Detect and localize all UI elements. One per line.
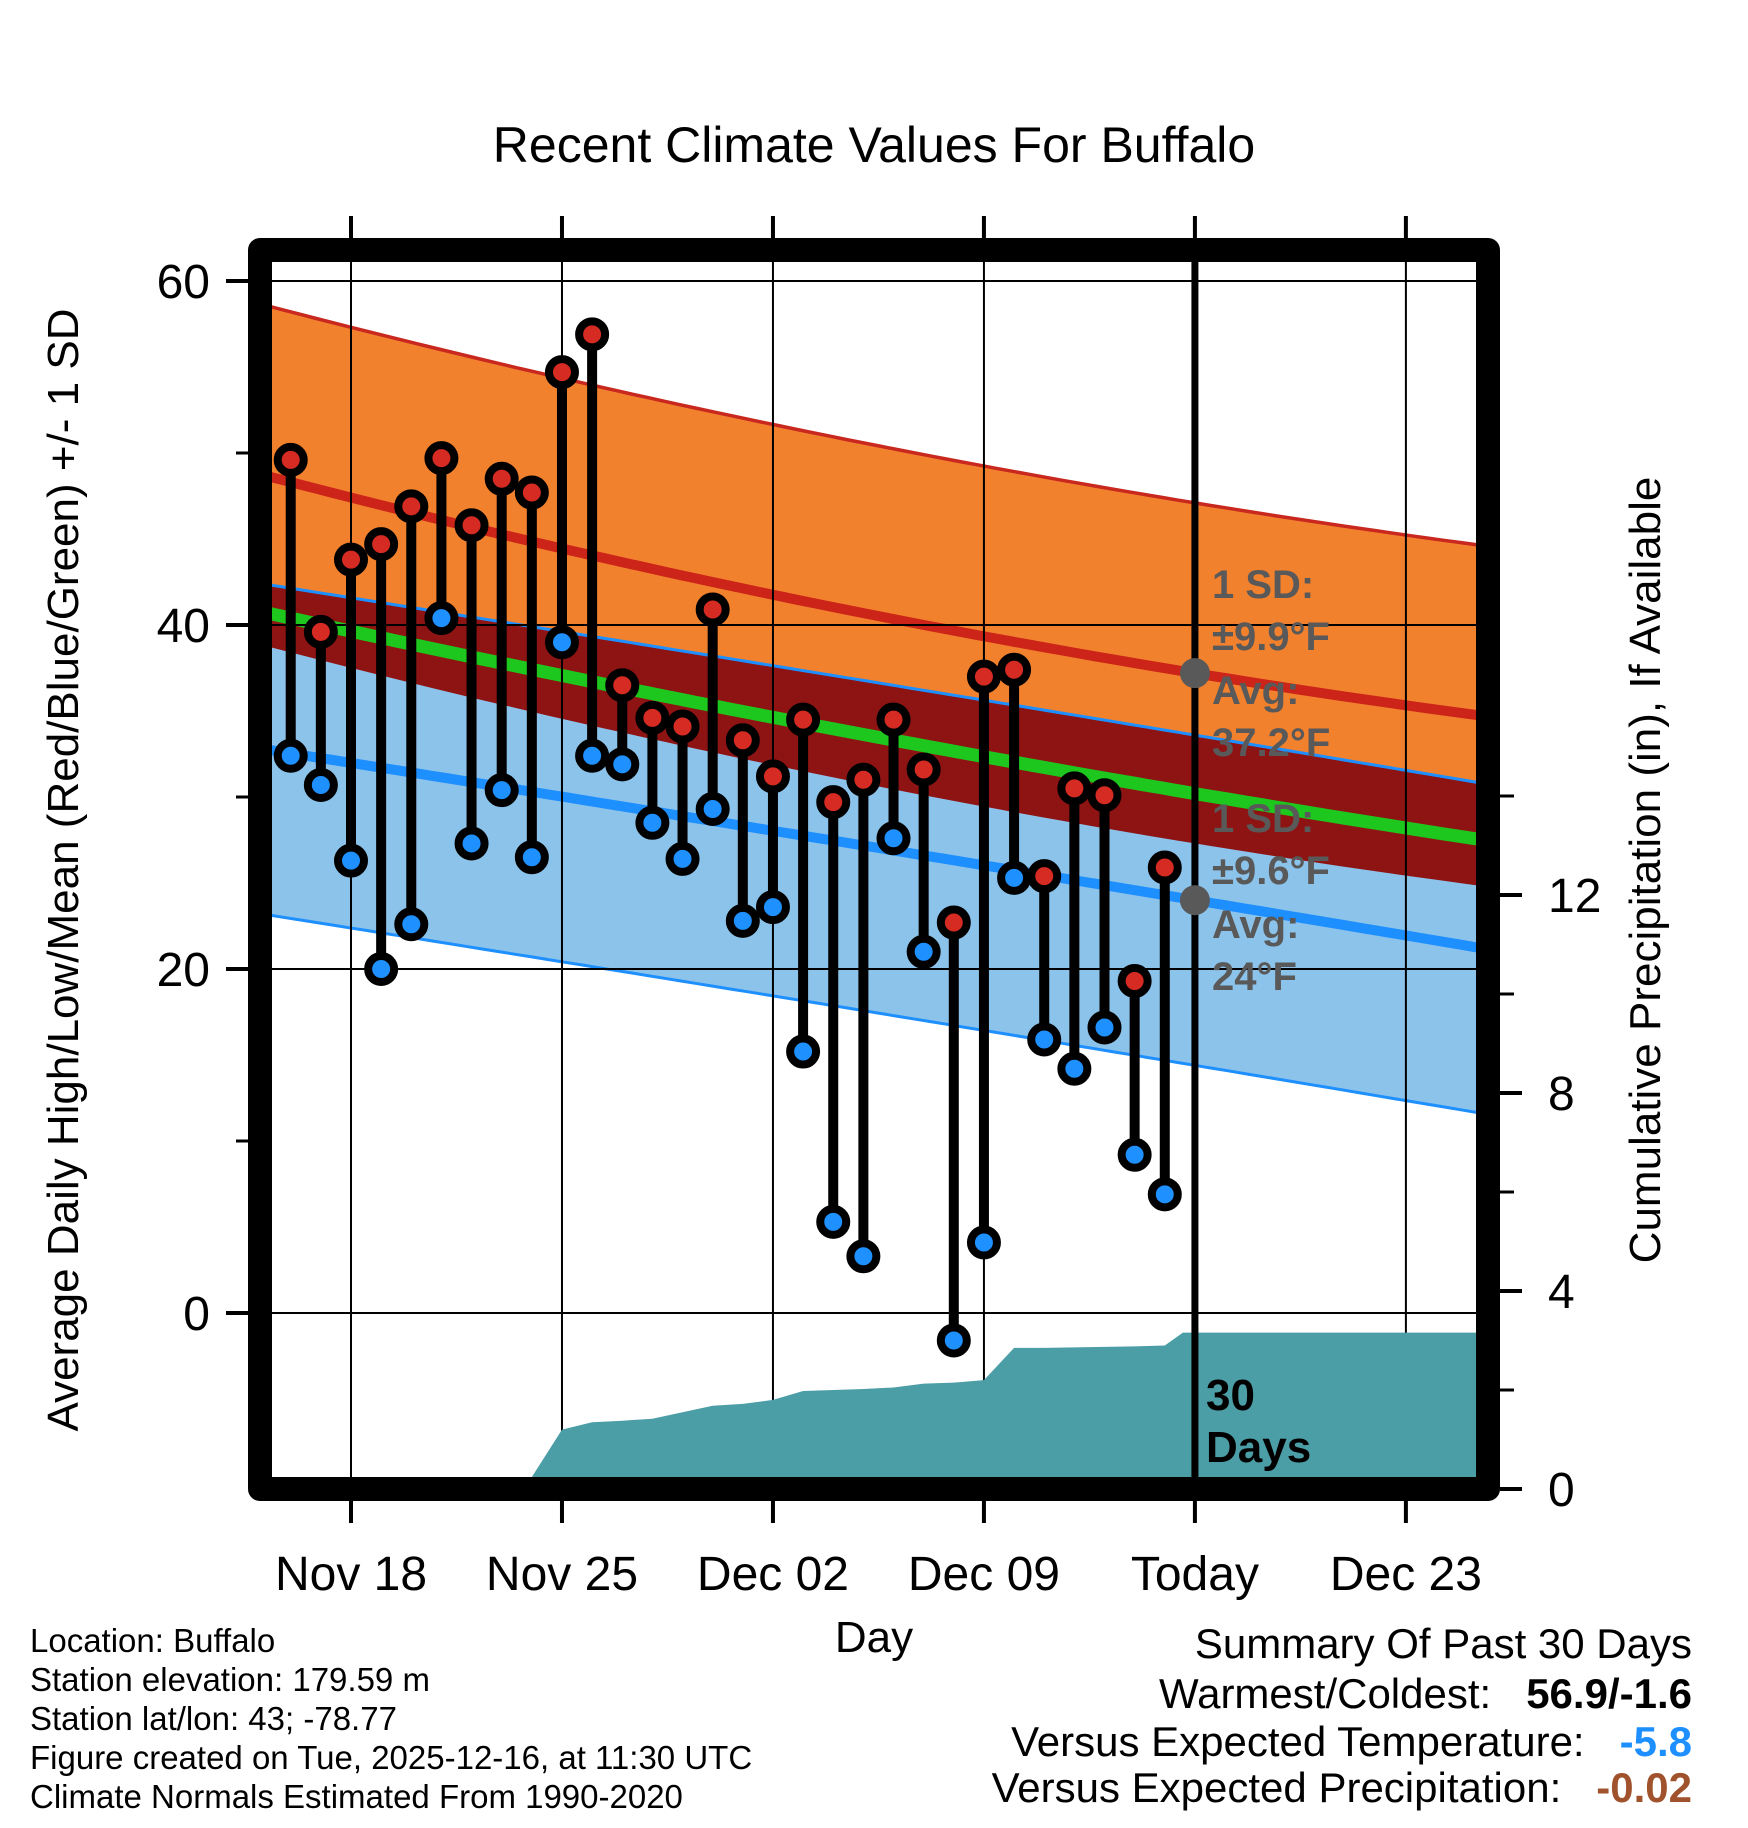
left-tick-label: 60 [156, 256, 210, 309]
daily-low-dot [278, 743, 304, 769]
left-tick-label: 40 [156, 600, 210, 653]
daily-high-dot [820, 789, 846, 815]
normal-annotation: 24°F [1212, 955, 1297, 999]
thirty-days-label: Days [1206, 1423, 1312, 1472]
right-tick-label: 8 [1548, 1068, 1575, 1121]
daily-low-dot [670, 846, 696, 872]
summary-vs-temperature [1011, 1718, 1692, 1765]
summary-title: Summary Of Past 30 Days [1194, 1620, 1692, 1667]
daily-low-dot [820, 1209, 846, 1235]
daily-low-dot [730, 908, 756, 934]
daily-high-dot [971, 664, 997, 690]
daily-low-dot [519, 844, 545, 870]
daily-high-dot [398, 493, 424, 519]
daily-high-dot [368, 531, 394, 557]
daily-low-dot [489, 777, 515, 803]
normal-annotation: Avg: [1212, 903, 1300, 947]
daily-low-dot [609, 751, 635, 777]
daily-low-dot [881, 825, 907, 851]
summary-warmest-coldest-label: Warmest/Coldest: [1159, 1670, 1492, 1717]
daily-high-dot [579, 321, 605, 347]
daily-high-dot [790, 707, 816, 733]
daily-low-dot [308, 772, 334, 798]
daily-low-dot [428, 605, 454, 631]
summary-warmest-coldest-value: 56.9/-1.6 [1526, 1670, 1692, 1717]
daily-high-dot [549, 359, 575, 385]
daily-high-dot [850, 767, 876, 793]
daily-low-dot [1122, 1142, 1148, 1168]
daily-high-dot [911, 756, 937, 782]
daily-low-dot [1001, 865, 1027, 891]
daily-high-dot [700, 597, 726, 623]
daily-high-dot [338, 547, 364, 573]
summary-vs-precipitation-value: -0.02 [1596, 1764, 1692, 1811]
x-tick-label: Today [1130, 1548, 1259, 1601]
avg-low-marker [1180, 885, 1210, 915]
precipitation-area [532, 1333, 1476, 1477]
normal-annotation: ±9.9°F [1212, 615, 1330, 659]
daily-low-dot [459, 830, 485, 856]
daily-high-dot [1152, 855, 1178, 881]
daily-high-dot [941, 910, 967, 936]
x-tick-label: Dec 02 [696, 1548, 850, 1601]
daily-low-dot [1152, 1181, 1178, 1207]
x-tick-label: Nov 25 [485, 1548, 639, 1601]
daily-high-dot [730, 727, 756, 753]
figure-created: Figure created on Tue, 2025-12-16, at 11:30 UTC [30, 1739, 753, 1776]
left-axis-title: Average Daily High/Low/Mean (Red/Blue/Green) +/- 1 SD [39, 308, 88, 1432]
daily-high-dot [609, 672, 635, 698]
summary-vs-precipitation [992, 1764, 1692, 1811]
summary-vs-precipitation-label: Versus Expected Precipitation: [991, 1764, 1562, 1811]
daily-high-dot [428, 445, 454, 471]
daily-low-dot [790, 1039, 816, 1065]
x-tick-label: Dec 23 [1329, 1548, 1482, 1601]
station-latlon: Station lat/lon: 43; -78.77 [30, 1700, 397, 1737]
daily-low-dot [368, 956, 394, 982]
daily-high-dot [639, 705, 665, 731]
x-tick-label: Dec 09 [907, 1548, 1060, 1601]
normal-annotation: ±9.6°F [1212, 849, 1330, 893]
summary-warmest-coldest [1159, 1670, 1692, 1717]
daily-low-dot [971, 1229, 997, 1255]
thirty-days-label: 30 [1206, 1371, 1255, 1420]
left-tick-label: 20 [156, 944, 210, 997]
daily-low-dot [1031, 1027, 1057, 1053]
cumulative-precipitation-area [532, 1333, 1476, 1477]
right-tick-label: 12 [1548, 870, 1602, 923]
daily-low-dot [579, 743, 605, 769]
avg-high-marker [1180, 658, 1210, 688]
left-tick-label: 0 [183, 1288, 210, 1341]
daily-high-dot [459, 512, 485, 538]
station-info [30, 1622, 752, 1815]
daily-high-dot [308, 619, 334, 645]
climate-normals-note: Climate Normals Estimated From 1990-2020 [30, 1778, 683, 1815]
daily-low-dot [1092, 1014, 1118, 1040]
daily-high-dot [1092, 782, 1118, 808]
x-axis-title: Day [834, 1613, 914, 1662]
summary-past-30-days [992, 1620, 1692, 1811]
daily-high-dot [489, 466, 515, 492]
daily-low-dot [760, 894, 786, 920]
daily-low-dot [850, 1243, 876, 1269]
right-tick-label: 4 [1548, 1266, 1575, 1319]
daily-high-dot [1031, 863, 1057, 889]
chart-title: Recent Climate Values For Buffalo [492, 117, 1256, 173]
daily-low-dot [700, 796, 726, 822]
daily-high-dot [1122, 968, 1148, 994]
daily-high-dot [670, 713, 696, 739]
daily-low-dot [338, 848, 364, 874]
daily-high-dot [881, 707, 907, 733]
summary-vs-temperature-label: Versus Expected Temperature: [1011, 1718, 1585, 1765]
daily-low-dot [911, 939, 937, 965]
station-location: Location: Buffalo [30, 1622, 276, 1659]
daily-low-dot [1061, 1056, 1087, 1082]
daily-low-dot [398, 911, 424, 937]
daily-high-dot [1001, 657, 1027, 683]
daily-high-dot [519, 480, 545, 506]
normal-annotation: 37.2°F [1212, 721, 1331, 765]
x-tick-label: Nov 18 [274, 1548, 428, 1601]
daily-high-dot [278, 447, 304, 473]
daily-high-dot [1061, 775, 1087, 801]
right-tick-label: 0 [1548, 1464, 1575, 1517]
normal-annotation: Avg: [1212, 669, 1300, 713]
daily-low-dot [941, 1328, 967, 1354]
daily-high-dot [760, 763, 786, 789]
station-elevation: Station elevation: 179.59 m [30, 1661, 430, 1698]
daily-low-dot [549, 629, 575, 655]
daily-low-dot [639, 810, 665, 836]
right-axis-title: Cumulative Precipitation (in), If Available [1621, 476, 1670, 1264]
summary-vs-temperature-value: -5.8 [1619, 1718, 1692, 1765]
normal-annotation: 1 SD: [1212, 797, 1315, 841]
normal-annotation: 1 SD: [1212, 563, 1315, 607]
